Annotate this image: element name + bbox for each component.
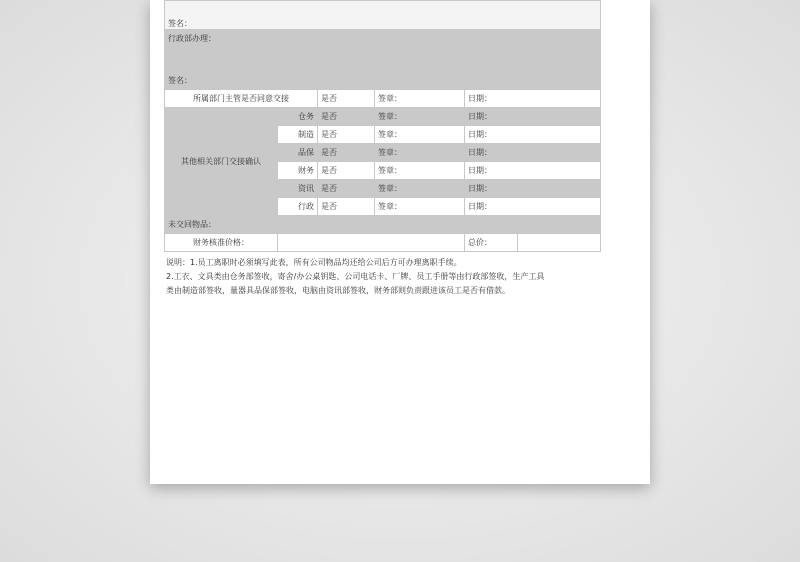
finance-price-value [278,234,465,252]
admin-dept-label: 行政部办理： [165,30,601,61]
date-cell: 日期： [465,126,601,144]
yes-no-cell: 是否 [318,180,375,198]
yes-no-cell: 是否 [318,108,375,126]
yes-no-cell: 是否 [318,90,375,108]
yes-no-cell: 是否 [318,126,375,144]
date-cell: 日期： [465,162,601,180]
total-value [518,234,601,252]
note-line: 说明：1.员工离职时必须填写此表，所有公司物品均还给公司后方可办理离职手续。 [166,258,462,267]
seal-cell: 签章： [375,126,465,144]
date-cell: 日期： [465,90,601,108]
dept-name: 财务 [278,162,318,180]
total-label: 总价： [465,234,518,252]
date-cell: 日期： [465,144,601,162]
document-page [150,0,650,484]
seal-cell: 签章： [375,144,465,162]
resignation-handover-table [164,0,601,252]
seal-cell: 签章： [375,108,465,126]
unreturned-items-label: 未交回物品： [165,216,601,234]
dept-head-row [165,90,601,108]
dept-row [165,108,601,126]
dept-name: 制造 [278,126,318,144]
dept-name: 资讯 [278,180,318,198]
date-cell: 日期： [465,180,601,198]
dept-head-label: 所属部门主管是否同意交接 [165,90,318,108]
yes-no-cell: 是否 [318,144,375,162]
signature-line-1: 签名： [165,1,601,30]
seal-cell: 签章： [375,198,465,216]
other-dept-label: 其他相关部门交接确认 [165,108,278,216]
seal-cell: 签章： [375,90,465,108]
dept-name: 仓务 [278,108,318,126]
date-cell: 日期： [465,198,601,216]
yes-no-cell: 是否 [318,162,375,180]
note-line: 类由制造部签收，量器具品保部签收，电脑由资讯部签收，财务部则负责跟进该员工是否有借款。 [166,286,510,295]
finance-row [165,234,601,252]
seal-cell: 签章： [375,162,465,180]
yes-no-cell: 是否 [318,198,375,216]
date-cell: 日期： [465,108,601,126]
finance-price-label: 财务核准价格： [165,234,278,252]
note-line: 2.工衣、文具类由仓务部签收，寄舍/办公桌钥匙、公司电话卡、厂牌、员工手册等由行政部签收，生产工具 [166,272,545,281]
seal-cell: 签章： [375,180,465,198]
dept-name: 品保 [278,144,318,162]
dept-name: 行政 [278,198,318,216]
notes-block [166,256,606,298]
signature-line-2: 签名： [165,61,601,90]
